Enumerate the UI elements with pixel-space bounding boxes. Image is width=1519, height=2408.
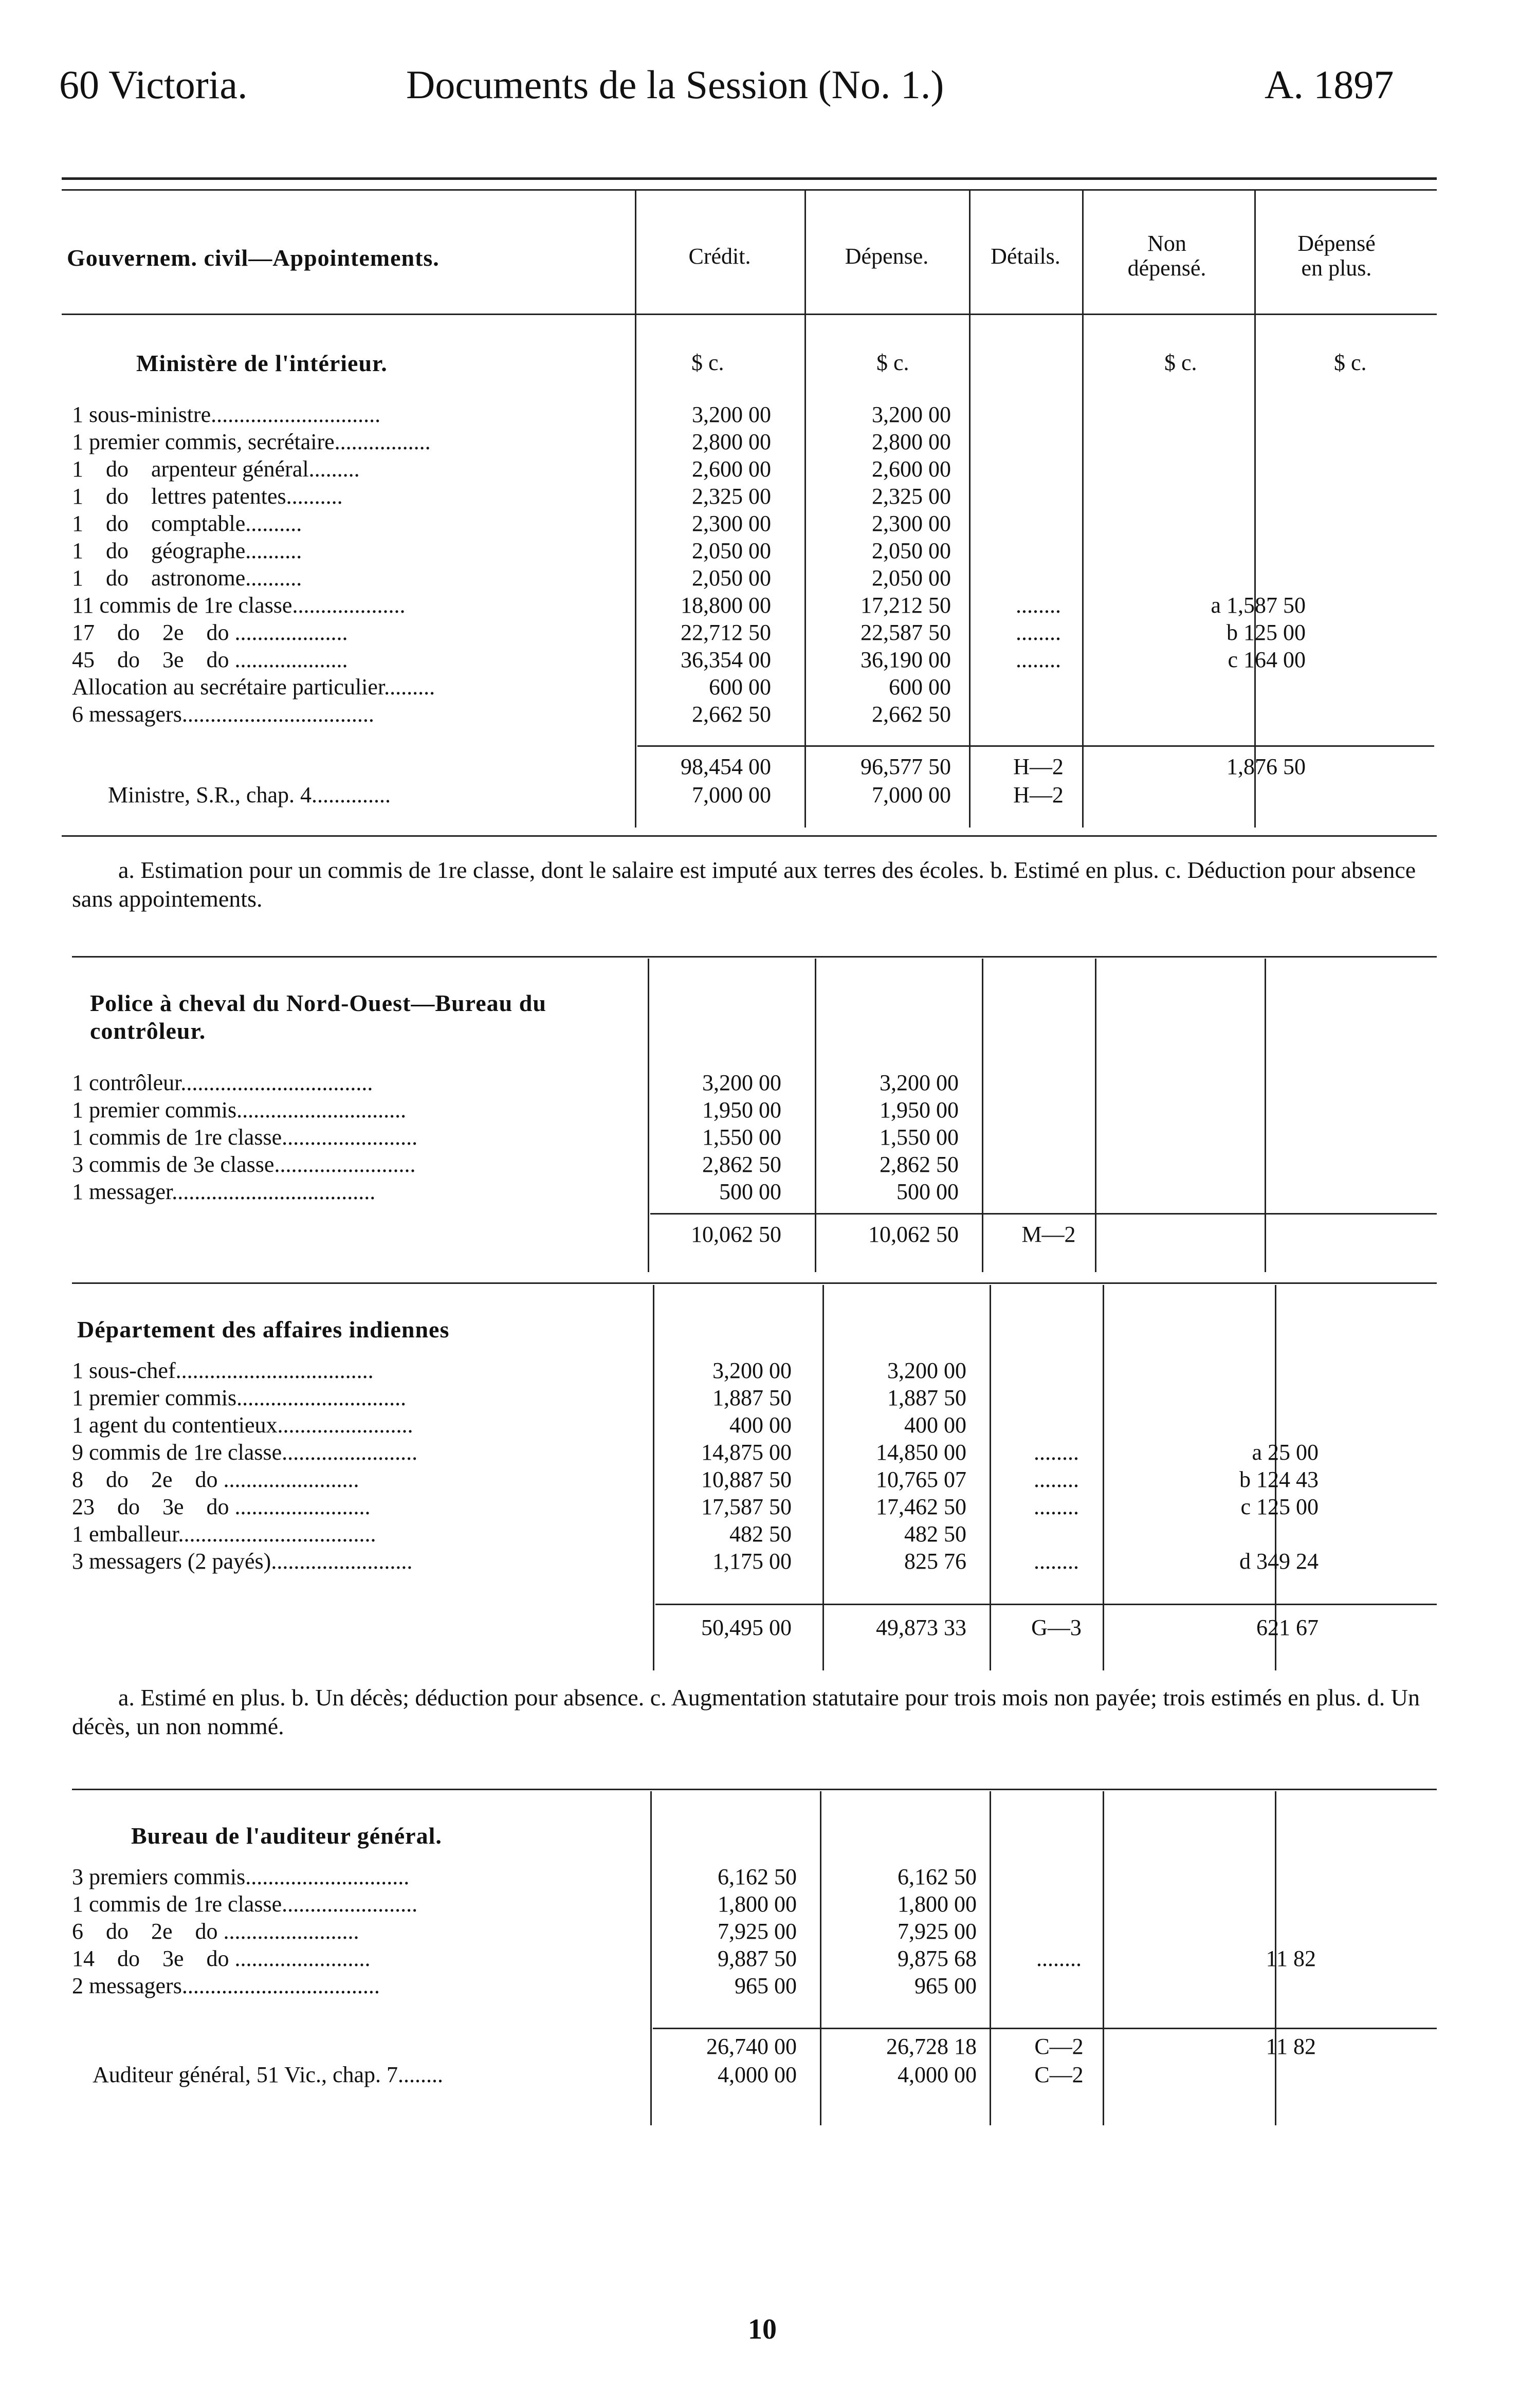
- cell-depense: 1,950 00: [880, 1097, 959, 1123]
- cell-depense: 17,462 50: [876, 1494, 966, 1519]
- cell-depense: 3,200 00: [872, 402, 951, 427]
- s2-col-divider-5: [1265, 959, 1266, 1272]
- subtotal-rule-4: [653, 2028, 1437, 2029]
- cell-credit: 500 00: [719, 1179, 781, 1204]
- cell-credit: 3,200 00: [712, 1358, 792, 1383]
- cell-non: a 25 00: [1252, 1440, 1319, 1465]
- cell-label: 3 premiers commis.............................: [72, 1864, 410, 1889]
- cell-credit: 1,800 00: [718, 1891, 797, 1917]
- cell-label: 6 messagers..................................: [72, 702, 374, 727]
- footnote-interieur: a. Estimation pour un commis de 1re classe, dont le salaire est imputé aux terres des écoles. b. Estimé en plus. c. Déduction pour absence sans appointements.: [72, 857, 1416, 912]
- cell-depense: 2,662 50: [872, 702, 951, 727]
- cell-credit: 2,050 00: [692, 538, 771, 563]
- cell-label: 1 do comptable..........: [72, 511, 302, 536]
- s4-col-divider-2: [820, 1791, 821, 2125]
- s3-col-divider-4: [1103, 1285, 1104, 1670]
- col-header-credit: Crédit.: [688, 244, 751, 269]
- col-header-non-depense: Non dépensé.: [1127, 231, 1206, 281]
- cell-credit: 1,550 00: [702, 1125, 781, 1150]
- cell-label: 1 messager....................................: [72, 1179, 376, 1204]
- s2-col-divider-1: [648, 959, 649, 1272]
- cell-credit: 2,300 00: [692, 511, 771, 536]
- cell-depense: 1,550 00: [880, 1125, 959, 1150]
- cell-depense: 9,875 68: [898, 1946, 977, 1971]
- cell-details: ........: [1016, 620, 1061, 645]
- cell-label: 1 sous-ministre..............................: [72, 402, 381, 427]
- header-center: Documents de la Session (No. 1.): [406, 62, 944, 107]
- page-number: 10: [748, 2313, 777, 2345]
- unit-credit: $ c.: [691, 350, 724, 375]
- section-title-police: Police à cheval du Nord-Ouest—Bureau du contrôleur.: [90, 990, 546, 1044]
- cell-details: ........: [1036, 1946, 1082, 1971]
- cell-credit: 400 00: [729, 1412, 792, 1438]
- section-head-gouvernement: Gouvernem. civil—Appointements.: [67, 245, 440, 271]
- cell-non: c 125 00: [1240, 1494, 1319, 1519]
- cell-label: 1 commis de 1re classe........................: [72, 1891, 418, 1917]
- section4-top-rule: [72, 1789, 1437, 1790]
- cell-credit: 2,050 00: [692, 565, 771, 591]
- col-divider-2: [804, 190, 806, 828]
- cell-depense: 482 50: [904, 1521, 966, 1547]
- cell-details: ........: [1016, 647, 1061, 672]
- cell-label: Allocation au secrétaire particulier.........: [72, 674, 435, 700]
- cell-depense: 7,925 00: [898, 1919, 977, 1944]
- cell-details: ........: [1034, 1494, 1079, 1519]
- unit-depense: $ c.: [876, 350, 909, 375]
- cell-credit: 3,200 00: [692, 402, 771, 427]
- cell-credit: 14,875 00: [701, 1440, 792, 1465]
- cell-depense: 825 76: [904, 1549, 966, 1574]
- cell-depense: 400 00: [904, 1412, 966, 1438]
- cell-depense: 17,212 50: [861, 593, 951, 618]
- cell-label: 1 commis de 1re classe........................: [72, 1125, 418, 1150]
- cell-depense: 14,850 00: [876, 1440, 966, 1465]
- cell-label: 9 commis de 1re classe........................: [72, 1440, 418, 1465]
- cell-credit: 965 00: [735, 1973, 797, 1998]
- cell-label: 1 do géographe..........: [72, 538, 302, 563]
- section-title-affaires-indiennes: Département des affaires indiennes: [77, 1316, 450, 1343]
- cell-label: 11 commis de 1re classe....................: [72, 593, 406, 618]
- cell-credit: 6,162 50: [718, 1864, 797, 1889]
- cell-label: 2 messagers...................................: [72, 1973, 380, 1998]
- cell-non: a 1,587 50: [1211, 593, 1306, 618]
- cell-depense: 1,887 50: [887, 1385, 966, 1410]
- cell-depense: 22,587 50: [861, 620, 951, 645]
- cell-details: ........: [1034, 1440, 1079, 1465]
- cell-label: 1 premier commis..............................: [72, 1097, 407, 1123]
- cell-credit: 2,600 00: [692, 456, 771, 482]
- s3-col-divider-3: [990, 1285, 991, 1670]
- col-divider-5: [1254, 190, 1256, 828]
- subtotal-rule-2: [650, 1213, 1437, 1215]
- s3-col-divider-1: [653, 1285, 654, 1670]
- cell-credit: 7,925 00: [718, 1919, 797, 1944]
- cell-label: 6 do 2e do ........................: [72, 1919, 359, 1944]
- section3-top-rule: [72, 1282, 1437, 1284]
- cell-depense: 6,162 50: [898, 1864, 977, 1889]
- cell-depense: 2,050 00: [872, 538, 951, 563]
- cell-credit: 2,325 00: [692, 484, 771, 509]
- cell-credit: 22,712 50: [681, 620, 771, 645]
- cell-depense: 2,800 00: [872, 429, 951, 454]
- cell-label: 1 premier commis, secrétaire.................: [72, 429, 431, 454]
- cell-label: 1 do arpenteur général.........: [72, 456, 360, 482]
- s2-col-divider-4: [1095, 959, 1096, 1272]
- cell-label: 8 do 2e do ........................: [72, 1467, 359, 1492]
- cell-credit: 2,662 50: [692, 702, 771, 727]
- cell-details: ........: [1034, 1549, 1079, 1574]
- cell-label: 1 premier commis..............................: [72, 1385, 407, 1410]
- s3-col-divider-2: [822, 1285, 824, 1670]
- section2-top-rule: [72, 956, 1437, 958]
- top-rule: [62, 177, 1437, 180]
- cell-label: 1 do astronome..........: [72, 565, 302, 591]
- cell-credit: 1,950 00: [702, 1097, 781, 1123]
- cell-non: b 125 00: [1227, 620, 1306, 645]
- unit-depense-en-plus: $ c.: [1334, 350, 1367, 375]
- cell-non: c 164 00: [1228, 647, 1306, 672]
- cell-depense: 1,800 00: [898, 1891, 977, 1917]
- cell-depense: 2,600 00: [872, 456, 951, 482]
- s2-col-divider-3: [982, 959, 983, 1272]
- s2-col-divider-2: [815, 959, 816, 1272]
- s4-col-divider-4: [1103, 1791, 1104, 2125]
- col-divider-3: [969, 190, 971, 828]
- subtotal-rule-1: [637, 745, 1434, 747]
- cell-label: 23 do 3e do ........................: [72, 1494, 371, 1519]
- cell-depense: 965 00: [914, 1973, 977, 1998]
- header-right: A. 1897: [1265, 62, 1394, 107]
- footnote-affaires-indiennes: a. Estimé en plus. b. Un décès; déduction pour absence. c. Augmentation statutaire pour trois mois non payée; trois estimés en plus. d. Un décès, un non nommé.: [72, 1684, 1420, 1739]
- cell-credit: 1,175 00: [712, 1549, 792, 1574]
- cell-depense: 2,300 00: [872, 511, 951, 536]
- cell-non: 11 82: [1266, 1946, 1316, 1971]
- cell-credit: 10,887 50: [701, 1467, 792, 1492]
- subtotal-rule-3: [655, 1604, 1437, 1605]
- col-divider-1: [635, 190, 636, 828]
- cell-label: 14 do 3e do ........................: [72, 1946, 371, 1971]
- col-divider-4: [1082, 190, 1084, 828]
- cell-credit: 3,200 00: [702, 1070, 781, 1095]
- cell-label: 3 messagers (2 payés).........................: [72, 1549, 413, 1574]
- cell-label: 45 do 3e do ....................: [72, 647, 348, 672]
- col-header-depense-en-plus: Dépensé en plus.: [1297, 231, 1376, 281]
- cell-depense: 2,050 00: [872, 565, 951, 591]
- cell-label: 1 emballeur...................................: [72, 1521, 376, 1547]
- cell-depense: 3,200 00: [887, 1358, 966, 1383]
- cell-label: 1 agent du contentieux........................: [72, 1412, 413, 1438]
- cell-non: d 349 24: [1239, 1549, 1319, 1574]
- cell-depense: 10,765 07: [876, 1467, 966, 1492]
- cell-details: ........: [1034, 1467, 1079, 1492]
- cell-depense: 36,190 00: [861, 647, 951, 672]
- cell-depense: 3,200 00: [880, 1070, 959, 1095]
- cell-credit: 36,354 00: [681, 647, 771, 672]
- header-left: 60 Victoria.: [59, 62, 248, 107]
- cell-depense: 600 00: [889, 674, 951, 700]
- cell-depense: 500 00: [896, 1179, 959, 1204]
- s4-col-divider-1: [650, 1791, 652, 2125]
- cell-credit: 18,800 00: [681, 593, 771, 618]
- cell-credit: 482 50: [729, 1521, 792, 1547]
- cell-depense: 2,325 00: [872, 484, 951, 509]
- cell-non: b 124 43: [1239, 1467, 1319, 1492]
- cell-credit: 1,887 50: [712, 1385, 792, 1410]
- top-rule-2: [62, 189, 1437, 191]
- cell-label: 1 contrôleur..................................: [72, 1070, 373, 1095]
- cell-credit: 600 00: [709, 674, 771, 700]
- s4-col-divider-3: [990, 1791, 991, 2125]
- cell-credit: 9,887 50: [718, 1946, 797, 1971]
- cell-credit: 2,800 00: [692, 429, 771, 454]
- unit-non-depense: $ c.: [1164, 350, 1197, 375]
- col-header-rule: [62, 314, 1437, 315]
- cell-depense: 2,862 50: [880, 1152, 959, 1177]
- cell-details: ........: [1016, 593, 1061, 618]
- section1-bottom-rule: [62, 835, 1437, 837]
- cell-label: 1 do lettres patentes..........: [72, 484, 343, 509]
- cell-label: 3 commis de 3e classe.........................: [72, 1152, 416, 1177]
- section-title-interieur: Ministère de l'intérieur.: [136, 350, 388, 376]
- section-title-auditeur: Bureau de l'auditeur général.: [131, 1823, 442, 1849]
- cell-credit: 17,587 50: [701, 1494, 792, 1519]
- cell-label: 1 sous-chef...................................: [72, 1358, 374, 1383]
- col-header-depense: Dépense.: [845, 244, 929, 269]
- col-header-details: Détails.: [991, 244, 1060, 269]
- cell-credit: 2,862 50: [702, 1152, 781, 1177]
- cell-label: 17 do 2e do ....................: [72, 620, 348, 645]
